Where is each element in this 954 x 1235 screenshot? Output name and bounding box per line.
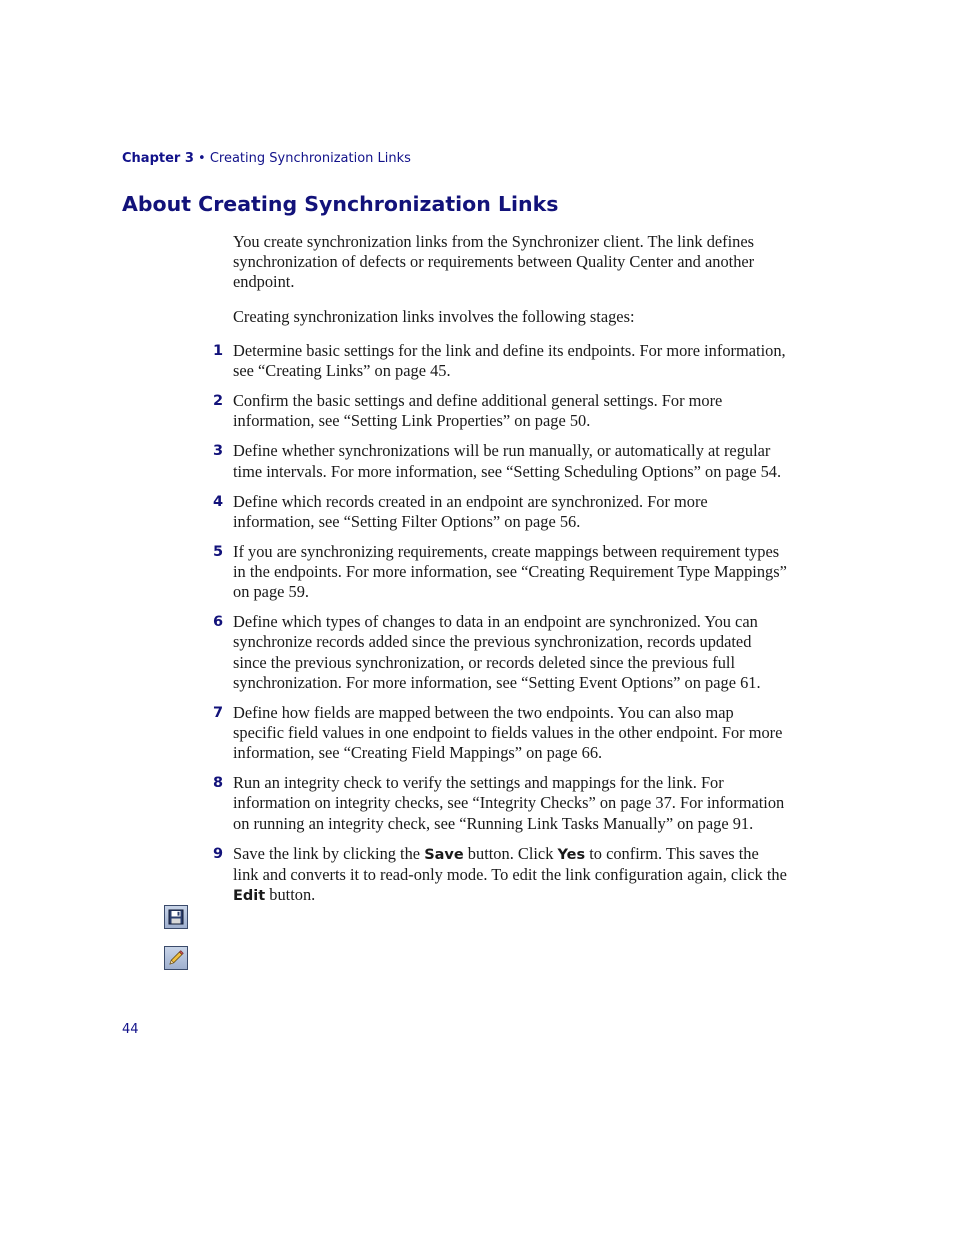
step-5	[0, 542, 788, 603]
pencil-edit-icon	[164, 946, 188, 970]
step-text: Determine basic settings for the link and define its endpoints. For more information, see “Creating Links” on page 45.	[233, 341, 786, 381]
running-header	[122, 151, 411, 166]
step-text-part: button.	[265, 885, 316, 905]
step-9	[0, 844, 788, 907]
step-number: 5	[213, 543, 224, 560]
step-text-part: Save the link by clicking the	[233, 843, 425, 863]
step-text: Define which records created in an endpoint are synchronized. For more information, see “Setting Filter Options” on page 56.	[233, 491, 708, 531]
step-number: 8	[213, 775, 224, 792]
step-number: 3	[213, 443, 224, 460]
header-separator: •	[193, 151, 210, 166]
step-4	[0, 492, 788, 532]
page-number: 44	[122, 1022, 139, 1037]
save-disk-icon	[164, 905, 188, 929]
chapter-label: Chapter 3	[122, 151, 194, 166]
save-ui-label: Save	[424, 846, 464, 863]
step-1	[0, 341, 788, 381]
yes-ui-label: Yes	[557, 846, 586, 863]
step-text: Define which types of changes to data in an endpoint are synchronized. You can synchronize records added since the previous synchronization, records updated since the previous synchronization, or records deleted since the previous full synchronization. For more information, see “Setting Event Options” on page 61.	[233, 612, 761, 692]
step-text-part: button. Click	[463, 843, 558, 863]
step-2	[0, 391, 788, 431]
step-number: 1	[213, 343, 224, 359]
step-number: 2	[213, 393, 224, 410]
step-number: 9	[213, 845, 224, 862]
step-text: If you are synchronizing requirements, create mappings between requirement types in the endpoints. For more information, see “Creating Requirement Type Mappings” on page 59.	[233, 541, 787, 602]
step-text: Confirm the basic settings and define additional general settings. For more information, see “Setting Link Properties” on page 50.	[233, 391, 723, 431]
step-text: Run an integrity check to verify the settings and mappings for the link. For information on integrity checks, see “Integrity Checks” on page 37. For information on running an integrity check, see “Running Link Tasks Manually” on page 91.	[233, 773, 785, 833]
step-6	[0, 612, 788, 693]
intro-paragraph: You create synchronization links from the Synchronizer client. The link defines synchronization of defects or requirements between Quality Center and another endpoint.	[233, 232, 755, 292]
stages-lead-in: Creating synchronization links involves the following stages:	[233, 307, 635, 326]
step-number: 7	[213, 704, 224, 721]
step-text: Define how fields are mapped between the two endpoints. You can also map specific field values in one endpoint to fields values in the other endpoint. For more information, see “Creating Field Mappings” on page 66.	[233, 702, 783, 763]
chapter-section-title: Creating Synchronization Links	[209, 151, 411, 166]
step-text	[233, 844, 787, 904]
section-title: About Creating Synchronization Links	[122, 192, 559, 216]
step-7	[0, 703, 788, 764]
step-number: 4	[213, 493, 224, 510]
step-text: Define whether synchronizations will be run manually, or automatically at regular time intervals. For more information, see “Setting Scheduling Options” on page 54.	[233, 441, 782, 481]
step-3	[0, 441, 788, 481]
edit-ui-label: Edit	[233, 888, 266, 905]
step-text-part: to confirm. This saves the link and converts it to read-only mode. To edit the link configuration again, click the	[233, 843, 787, 884]
step-number: 6	[213, 614, 224, 631]
stages-list	[0, 341, 954, 916]
step-8	[0, 773, 788, 834]
